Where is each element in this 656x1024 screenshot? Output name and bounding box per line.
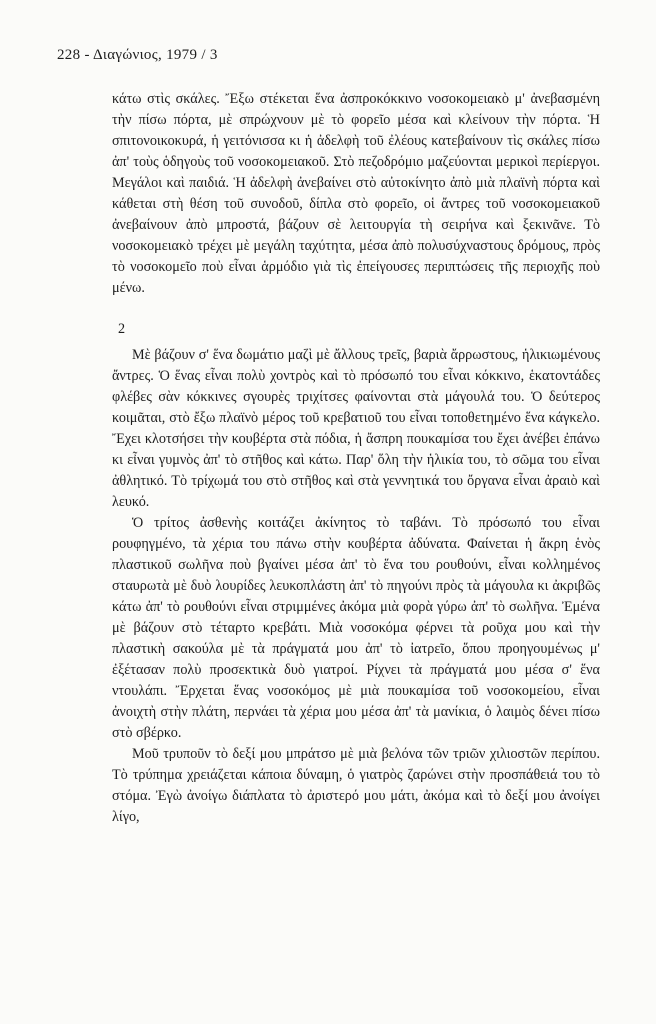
paragraph-2: Μὲ βάζουν σ' ἕνα δωμάτιο μαζὶ μὲ ἄλλους τρεῖς, βαριὰ ἄρρωστους, ἡλικιωμένους ἄντρες. Ὁ ἕνας εἶναι πολὺ χοντρὸς καὶ τὸ πρόσωπό του εἶναι κόκκινο, ἑκατοντάδες φλέβες σὰν κόκκινες σγουρὲς τριχίτσες φαίνονται στὰ μάγουλά του. Ὁ δεύτερος κοιμᾶται, στὸ ἔξω πλαϊνὸ μέρος τοῦ κρεβατιοῦ του εἶναι τοποθετημένο ἕνα κάγκελο. Ἔχει κλοτσήσει τὴν κουβέρτα στὰ πόδια, ἡ ἄσπρη πουκαμίσα του ἔχει ἀνέβει ἐπάνω κι εἶναι γυμνὸς ἀπ' τὸ στῆθος καὶ κάτω. Παρ' ὅλη τὴν ἡλικία του, τὸ σῶμα του εἶναι ἀθλητικό. Τὸ τρίχωμά του στὸ στῆθος καὶ στὰ γεννητικά του ὄργανα εἶναι ἀραιὸ καὶ λευκό. [112, 347, 600, 510]
paragraph-1: κάτω στὶς σκάλες. Ἔξω στέκεται ἕνα ἀσπροκόκκινο νοσοκομειακὸ μ' ἀνεβασμένη τὴν πίσω πόρτα, μὲ σπρώχνουν μὲ τὸ φορεῖο μέσα καὶ κλείνουν τὴν πόρτα. Ἡ σπιτονοικοκυρά, ἡ γειτόνισσα κι ἡ ἀδελφὴ τοῦ ἐλέους κατεβαίνουν τὶς σκάλες πίσω ἀπ' τοὺς ὁδηγοὺς τοῦ νοσοκομειακοῦ. Στὸ πεζοδρόμιο μαζεύονται μερικοὶ περίεργοι. Μεγάλοι καὶ παιδιά. Ἡ ἀδελφὴ ἀνεβαίνει στὸ αὐτοκίνητο ἀπὸ μιὰ πλαϊνὴ πόρτα καὶ κάθεται στὴ θέση τοῦ συνοδοῦ, δίπλα στὸ φορεῖο, οἱ ἄντρες τοῦ νοσοκομειακοῦ ἀνεβαίνουν ἀπὸ μπροστά, βάζουν σὲ λειτουργία τὴ σειρήνα καὶ ξεκινᾶνε. Τὸ νοσοκομειακὸ τρέχει μὲ μεγάλη ταχύτητα, μέσα ἀπὸ πολυσύχναστους δρόμους, πρὸς τὸ νοσοκομεῖο ποὺ εἶναι ἁρμόδιο γιὰ τὶς ἐπείγουσες περιπτώσεις τῆς περιοχῆς ποὺ μένω. [112, 91, 600, 296]
body-text [112, 89, 600, 828]
section-number: 2 [118, 321, 126, 337]
running-head: 228 - Διαγώνιος, 1979 / 3 [57, 47, 218, 63]
paragraph-3: Ὁ τρίτος ἀσθενὴς κοιτάζει ἀκίνητος τὸ ταβάνι. Τὸ πρόσωπό του εἶναι ρουφηγμένο, τὰ χέρια του πάνω στὴν κουβέρτα ἀδύνατα. Φαίνεται ἡ ἄκρη ἑνὸς πλαστικοῦ σωλῆνα ποὺ βγαίνει μέσα ἀπ' τὸ ἕνα του ρουθούνι, εἶναι κολλημένος σταυρωτὰ μὲ δυὸ λουρίδες λευκοπλάστη ἀπ' τὸ πηγούνι πρὸς τὰ μάγουλα κι ἀκριβῶς κάτω ἀπ' τὸ ρουθούνι εἶναι στριμμένες ἀκόμα μιὰ φορὰ γύρω ἀπ' τὸ σωλῆνα. Ἐμένα μὲ βάζουν στὸ τέταρτο κρεβάτι. Μιὰ νοσοκόμα φέρνει τὰ ροῦχα μου καὶ τὴν πλαστικὴ σακούλα μὲ τὰ πράγματά μου ἀπ' τὸ ἰατρεῖο, ὅπου προηγουμένως μ' ἐξέτασαν πολὺ προσεκτικὰ δυὸ γιατροί. Ρίχνει τὰ πράγματά μου μέσα σ' ἕνα ντουλάπι. Ἔρχεται ἕνας νοσοκόμος μὲ μιὰ πουκαμίσα τοῦ νοσοκομείου, εἶναι ἀνοιχτὴ στὴν πλάτη, περνάει τὰ χέρια μου μέσα ἀπ' τὰ μανίκια, ὁ λαιμὸς δένει πίσω στὸ σβέρκο. [112, 515, 600, 741]
paragraph-4: Μοῦ τρυποῦν τὸ δεξί μου μπράτσο μὲ μιὰ βελόνα τῶν τριῶν χιλιοστῶν περίπου. Τὸ τρύπημα χρειάζεται κάποια δύναμη, ὁ γιατρὸς ζαρώνει στὴν προσπάθειά του τὸ στόμα. Ἐγὼ ἀνοίγω διάπλατα τὸ ἀριστερό μου μάτι, ἀκόμα καὶ τὸ δεξί μου ἀνοίγει λίγο, [112, 746, 600, 825]
